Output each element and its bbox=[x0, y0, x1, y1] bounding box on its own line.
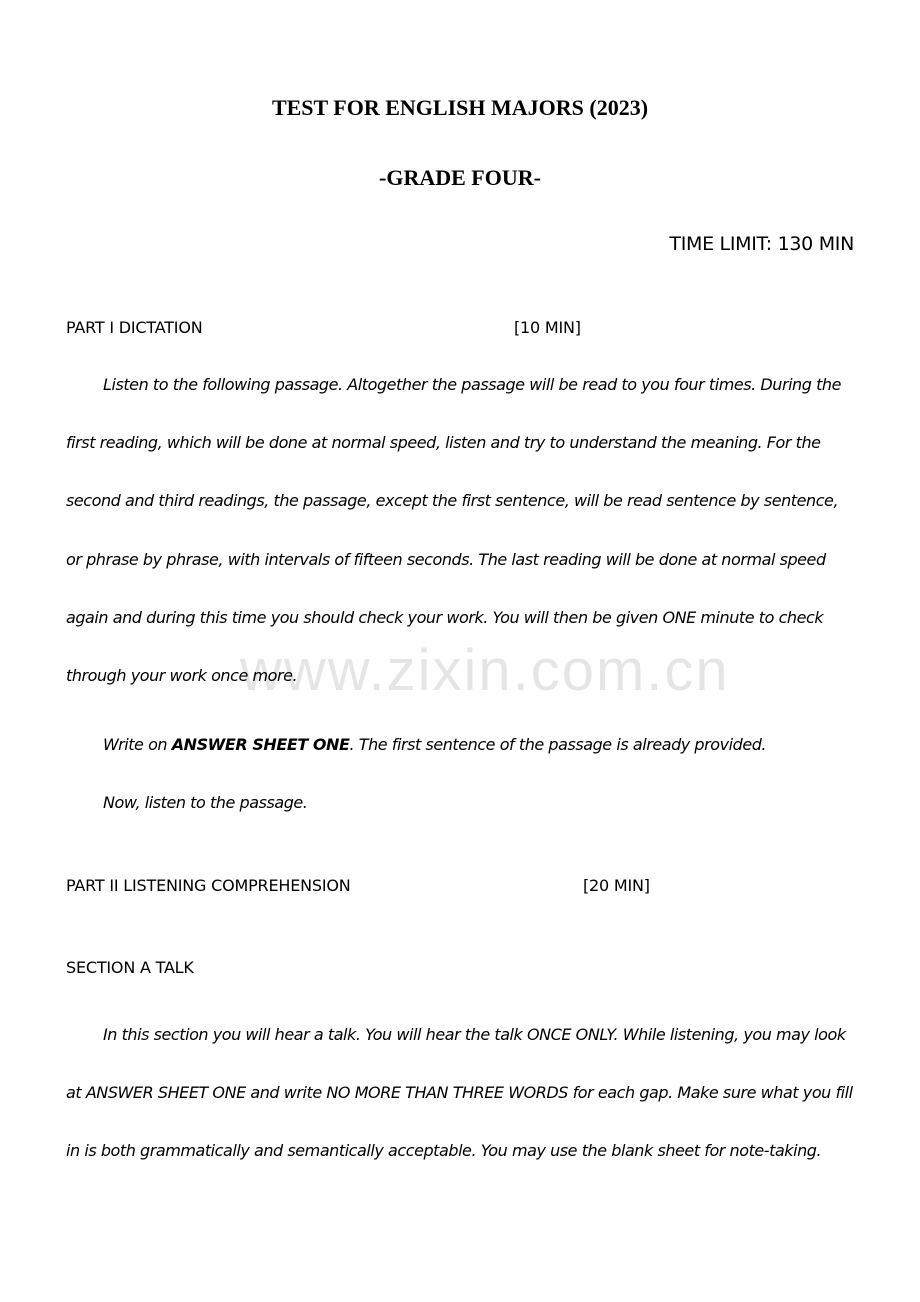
part1-instructions: Listen to the following passage. Altogether the passage will be read to you four times. During the first reading, which will be done at normal speed, listen and try to understand the meaning. For the second and third readings, the passage, except the first sentence, will be read sentence by sentence, or phrase by phrase, with intervals of fifteen seconds. The last reading will be done at normal speed again and during this time you should check your work. You will then be given ONE minute to check through your work once more. bbox=[66, 375, 842, 686]
part2-time: [20 MIN] bbox=[583, 876, 650, 895]
part1-listen-line: Now, listen to the passage. bbox=[103, 793, 308, 812]
part1-heading: PART I DICTATION bbox=[66, 318, 203, 337]
answer-sheet-one: ANSWER SHEET ONE bbox=[171, 735, 350, 754]
part2-heading: PART II LISTENING COMPREHENSION bbox=[66, 876, 351, 895]
part1-time: [10 MIN] bbox=[514, 318, 581, 337]
write-suffix: . The first sentence of the passage is already provided. bbox=[349, 735, 767, 754]
time-limit: TIME LIMIT: 130 MIN bbox=[669, 233, 854, 255]
part1-write-instruction bbox=[103, 733, 766, 757]
watermark: www.zixin.com.cn bbox=[240, 638, 730, 703]
document-title: TEST FOR ENGLISH MAJORS (2023) bbox=[271, 95, 649, 120]
write-prefix: Write on bbox=[103, 735, 172, 754]
section-a-instructions: In this section you will hear a talk. You will hear the talk ONCE ONLY. While listening, you may look at ANSWER SHEET ONE and write NO MORE THAN THREE WORDS for each gap. Make sure what you fill in is both grammatically and semantically acceptable. You may use the blank sheet for note-taking. bbox=[66, 1025, 853, 1161]
grade-subtitle: -GRADE FOUR- bbox=[379, 165, 541, 190]
section-a-heading: SECTION A TALK bbox=[66, 958, 194, 977]
